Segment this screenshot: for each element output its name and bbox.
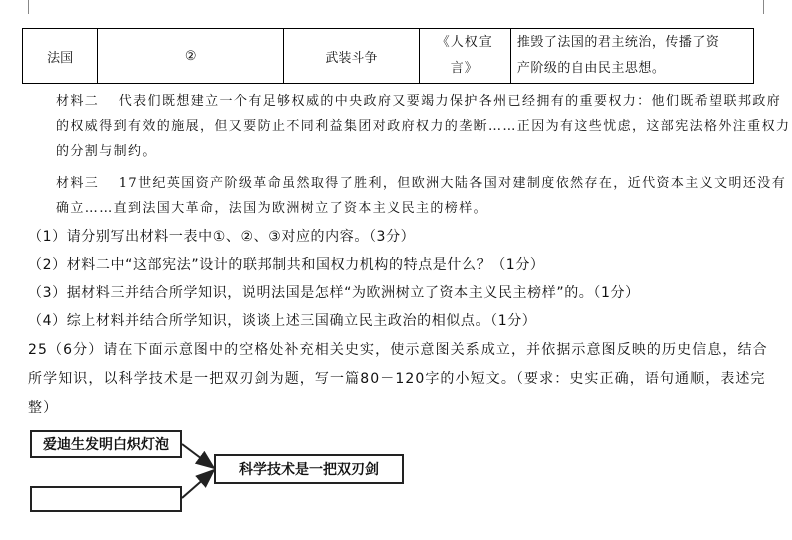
cell-document-line1: 《人权宣 bbox=[436, 35, 493, 50]
material2-label: 材料二 bbox=[56, 94, 100, 109]
material3-paragraph bbox=[28, 171, 792, 221]
question-4: （4）综上材料并结合所学知识，谈谈上述三国确立民主政治的相似点。（1分） bbox=[28, 313, 537, 329]
cell-country: 法国 bbox=[23, 29, 98, 84]
arrow-from-blank bbox=[182, 470, 214, 498]
cell-significance bbox=[510, 29, 753, 84]
question-25: 25（6分）请在下面示意图中的空格处补充相关史实，使示意图关系成立，并依据示意图反映的历史信息，结合所学知识，以科学技术是一把双刃剑为题，写一篇80－120字的小短文。（要求：史实正确，语句通顺，表述完整） bbox=[28, 342, 768, 416]
question-3: （3）据材料三并结合所学知识，说明法国是怎样“为欧洲树立了资本主义民主榜样”的。（1分） bbox=[28, 285, 640, 301]
material1-table bbox=[22, 28, 754, 84]
relationship-diagram bbox=[30, 430, 420, 520]
cell-significance-line1: 推毁了法国的君主统治，传播了资 bbox=[516, 35, 720, 50]
material3-text: 17世纪英国资产阶级革命虽然取得了胜利，但欧洲大陆各国对建制度依然存在，近代资本主义文明还没有确立……直到法国大革命，法国为欧洲树立了资本主义民主的榜样。 bbox=[56, 176, 787, 216]
box-science-double-edged-sword: 科学技术是一把双刃剑 bbox=[214, 454, 404, 484]
box-edison-lightbulb: 爱迪生发明白炽灯泡 bbox=[30, 430, 182, 458]
cell-method: 武装斗争 bbox=[284, 29, 419, 84]
cell-significance-line2: 产阶级的自由民主思想。 bbox=[516, 61, 666, 76]
crop-mark-right bbox=[763, 0, 764, 14]
crop-mark-left bbox=[28, 0, 29, 14]
table-row bbox=[23, 29, 754, 84]
arrow-from-edison bbox=[182, 444, 214, 468]
question-2: （2）材料二中“这部宪法”设计的联邦制共和国权力机构的特点是什么？（1分） bbox=[28, 257, 545, 273]
material3-label: 材料三 bbox=[56, 176, 100, 191]
cell-document bbox=[419, 29, 510, 84]
question-1: （1）请分别写出材料一表中①、②、③对应的内容。（3分） bbox=[28, 229, 416, 245]
cell-document-line2: 言》 bbox=[450, 61, 479, 76]
material2-text: 代表们既想建立一个有足够权威的中央政府又要竭力保护各州已经拥有的重要权力：他们既希望联邦政府的权威得到有效的施展，但又要防止不同利益集团对政府权力的垄断……正因为有这些忧虑，这部宪法格外注重权力的分割与制约。 bbox=[56, 94, 791, 159]
box-blank-answer[interactable] bbox=[30, 486, 182, 512]
cell-blank: ② bbox=[98, 29, 284, 84]
material2-paragraph bbox=[28, 89, 792, 164]
